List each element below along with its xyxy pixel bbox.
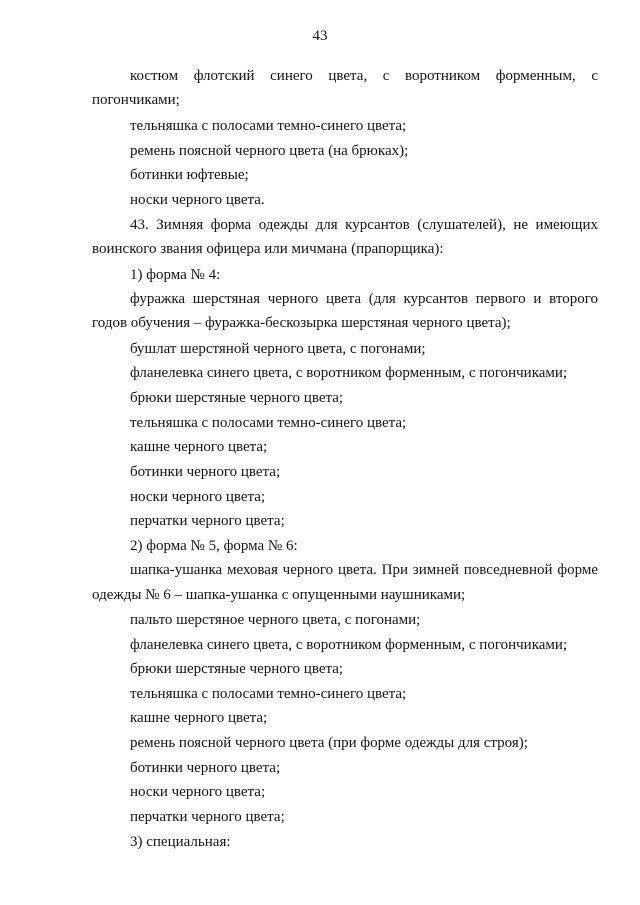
text-line: 2) форма № 5, форма № 6: xyxy=(130,538,298,554)
text-line: кашне черного цвета; xyxy=(130,710,268,726)
text-line: погончиками; xyxy=(92,92,180,108)
text-line: воинского звания офицера или мичмана (прапорщика): xyxy=(92,241,444,257)
text-line: ремень поясной черного цвета (на брюках); xyxy=(130,143,409,159)
page-number: 43 xyxy=(312,28,328,44)
text-line: бушлат шерстяной черного цвета, с погонами; xyxy=(130,341,426,357)
text-line: перчатки черного цвета; xyxy=(130,809,285,825)
text-line: 43. Зимняя форма одежды для курсантов (слушателей), не имеющих xyxy=(130,217,598,233)
text-line: тельняшка с полосами темно-синего цвета; xyxy=(130,686,407,702)
text-line: ремень поясной черного цвета (при форме одежды для строя); xyxy=(130,735,528,751)
text-line: тельняшка с полосами темно-синего цвета; xyxy=(130,415,407,431)
text-line: носки черного цвета; xyxy=(130,489,266,505)
text-line: ботинки черного цвета; xyxy=(130,464,281,480)
text-line: шапка-ушанка меховая черного цвета. При зимней повседневной форме xyxy=(130,562,598,578)
text-line: фланелевка синего цвета, с воротником форменным, с погончиками; xyxy=(130,637,568,653)
text-line: кашне черного цвета; xyxy=(130,439,268,455)
text-line: одежды № 6 – шапка-ушанка с опущенными наушниками; xyxy=(92,587,466,603)
text-line: перчатки черного цвета; xyxy=(130,513,285,529)
text-line: 1) форма № 4: xyxy=(130,267,221,283)
text-line: носки черного цвета; xyxy=(130,784,266,800)
text-line: фуражка шерстяная черного цвета (для курсантов первого и второго xyxy=(130,291,598,307)
text-line: ботинки черного цвета; xyxy=(130,760,281,776)
text-line: 3) специальная: xyxy=(130,834,231,850)
text-line: годов обучения – фуражка-бескозырка шерстяная черного цвета); xyxy=(92,315,511,331)
text-line: брюки шерстяные черного цвета; xyxy=(130,390,344,406)
text-line: фланелевка синего цвета, с воротником форменным, с погончиками; xyxy=(130,365,568,381)
text-line: пальто шерстяное черного цвета, с погонами; xyxy=(130,612,421,628)
text-line: брюки шерстяные черного цвета; xyxy=(130,661,344,677)
text-line: ботинки юфтевые; xyxy=(130,167,249,183)
text-line: носки черного цвета. xyxy=(130,192,265,208)
text-line: костюм флотский синего цвета, с воротником форменным, с xyxy=(130,68,598,84)
text-line: тельняшка с полосами темно-синего цвета; xyxy=(130,118,407,134)
